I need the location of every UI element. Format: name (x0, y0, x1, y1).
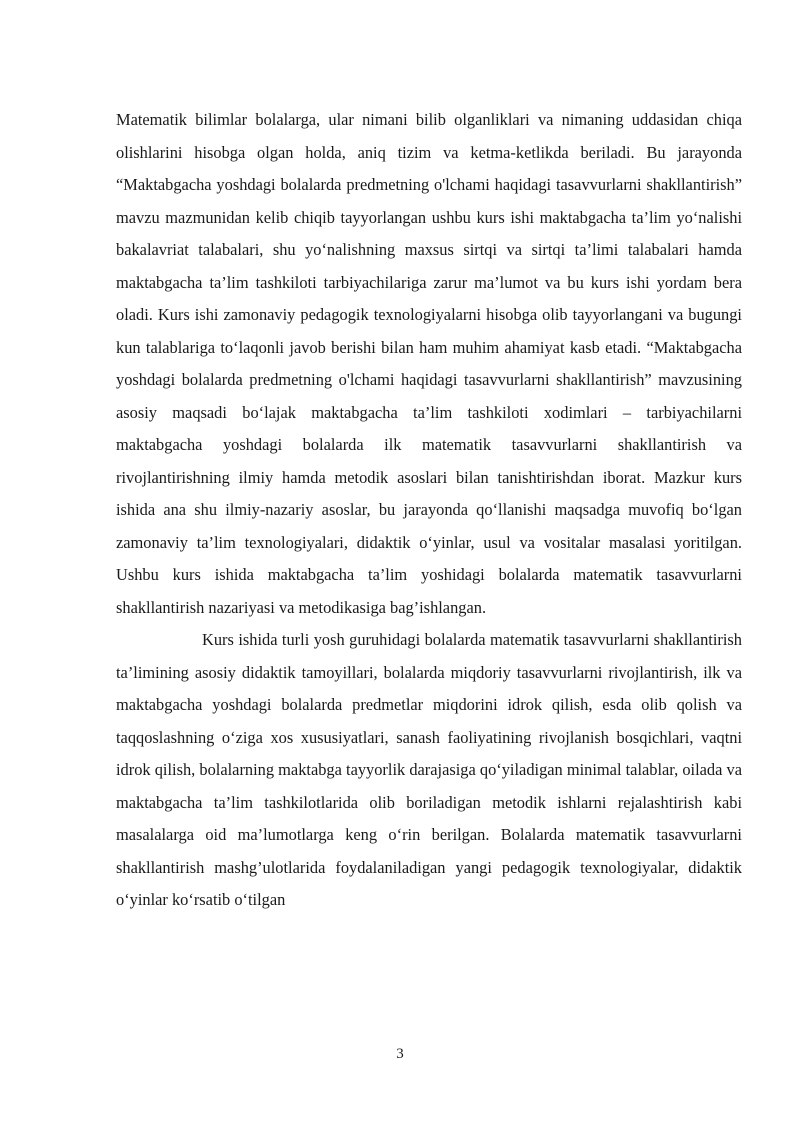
paragraph-2: Kurs ishida turli yosh guruhidagi bolalarda matematik tasavvurlarni shakllantirish ta’limining asosiy didaktik tamoyillari, bolalarda miqdoriy tasavvurlarni rivojlantirish, ilk va maktabgacha yoshdagi bolalarda predmetlar miqdorini idrok qilish, esda olib qolish va taqqoslashning o‘ziga xos xususiyatlari, sanash faoliyatining rivojlanish bosqichlari, vaqtni idrok qilish, bolalarning maktabga tayyorlik darajasiga qo‘yiladigan minimal talablar, oilada va maktabgacha ta’lim tashkilotlarida olib boriladigan metodik ishlarni rejalashtirish kabi masalalarga oid ma’lumotlarga keng o‘rin berilgan. Bolalarda matematik tasavvurlarni shakllantirish mashg’ulotlarida foydalaniladigan yangi pedagogik texnologiyalar, didaktik o‘yinlar ko‘rsatib o‘tilgan (116, 630, 742, 909)
paragraph-1: Matematik bilimlar bolalarga, ular nimani bilib olganliklari va nimaning uddasidan chiqa olishlarini hisobga olgan holda, aniq tizim va ketma-ketlikda beriladi. Bu jarayonda “Maktabgacha yoshdagi bolalarda predmetning o'lchami haqidagi tasavvurlarni shakllantirish” mavzu mazmunidan kelib chiqib tayyorlangan ushbu kurs ishi maktabgacha ta’lim yo‘nalishi bakalavriat talabalari, shu yo‘nalishning maxsus sirtqi va sirtqi ta’limi talabalari hamda maktabgacha ta’lim tashkiloti tarbiyachilariga zarur ma’lumot va bu kurs ishi yordam bera oladi. Kurs ishi zamonaviy pedagogik texnologiyalarni hisobga olib tayyorlangani va bugungi kun talablariga to‘laqonli javob berishi bilan ham muhim ahamiyat kasb etadi. “Maktabgacha yoshdagi bolalarda predmetning o'lchami haqidagi tasavvurlarni shakllantirish” mavzusining asosiy maqsadi bo‘lajak maktabgacha ta’lim tashkiloti xodimlari – tarbiyachilarni maktabgacha yoshdagi bolalarda ilk matematik tasavvurlarni shakllantirish va rivojlantirishning ilmiy hamda metodik asoslari bilan tanishtirishdan iborat. Mazkur kurs ishida ana shu ilmiy-nazariy asoslar, bu jarayonda qo‘llanishi maqsadga muvofiq bo‘lgan zamonaviy ta’lim texnologiyalari, didaktik o‘yinlar, usul va vositalar masalasi yoritilgan. Ushbu kurs ishida maktabgacha ta’lim yoshidagi bolalarda matematik tasavvurlarni shakllantirish nazariyasi va metodikasiga bag’ishlangan. (116, 110, 742, 617)
document-body (116, 104, 742, 917)
page-number: 3 (396, 1046, 404, 1062)
